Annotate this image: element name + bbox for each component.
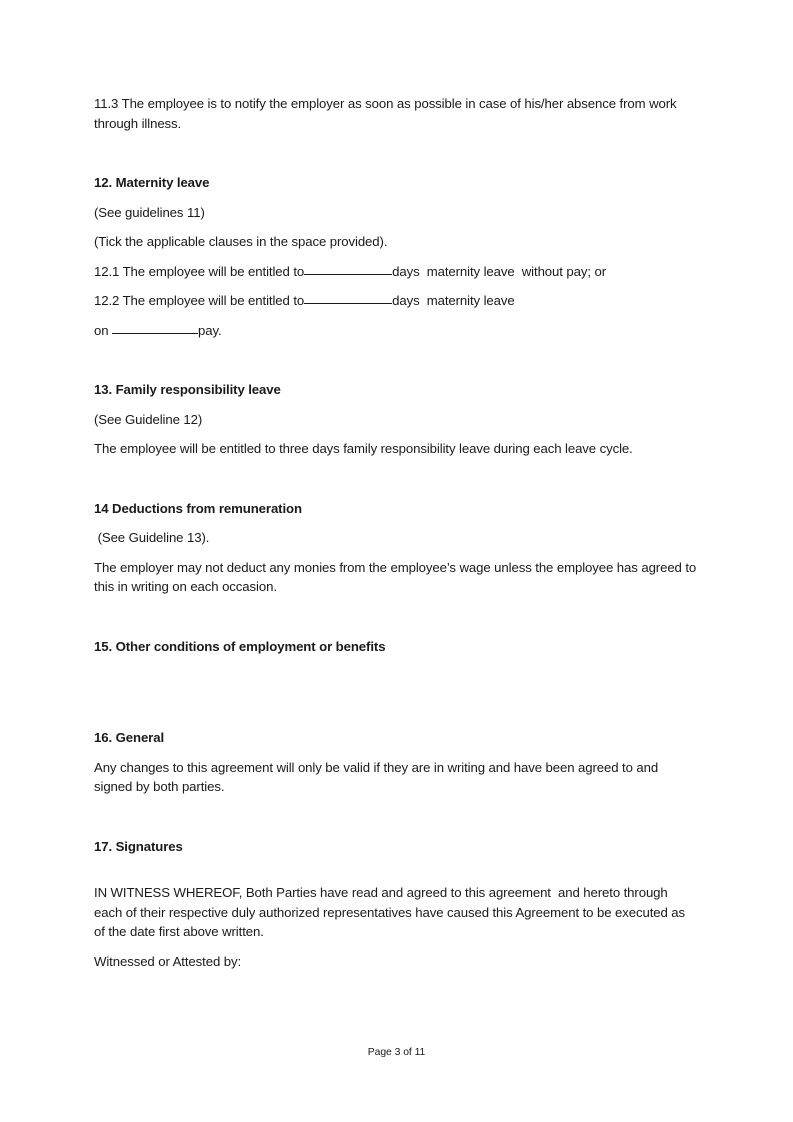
document-body [94,94,698,971]
clause-12-1 [94,262,698,282]
spacer [94,133,698,173]
clause-12-2-pay-line [94,321,698,341]
heading-16-general: 16. General [94,730,165,745]
spacer [94,548,698,558]
spacer [94,252,698,262]
clause-17-body: IN WITNESS WHEREOF, Both Parties have read and agreed to this agreement and hereto through each of their respective duly authorized representatives have caused this Agreement to be executed as of the date first above written. [94,885,689,939]
spacer [94,429,698,439]
maternity-days-blank-1[interactable] [304,262,392,275]
clause-12-2 [94,291,698,311]
witnessed-by-label: Witnessed or Attested by: [94,953,242,969]
spacer [94,311,698,321]
clause-12-1-text-after: days maternity leave without pay; or [392,263,607,279]
clause-14-body: The employer may not deduct any monies from the employee’s wage unless the employee has agreed to this in writing on each occasion. [94,559,700,594]
spacer [94,340,698,380]
page-footer: Page 3 of 11 [367,1047,426,1058]
other-conditions-fill-in-space[interactable] [94,656,698,728]
spacer [94,518,698,528]
clause-16-body: Any changes to this agreement will only be valid if they are in writing and have been agreed to and signed by both parties. [94,759,662,794]
clause-12-1-text-before: 12.1 The employee will be entitled to [94,263,305,279]
spacer [94,797,698,837]
clause-12-2-text-after: days maternity leave [392,293,515,308]
tick-instruction: (Tick the applicable clauses in the space provided). [94,234,388,249]
heading-17-signatures: 17. Signatures [94,838,183,854]
pay-line-text-after: pay. [198,322,222,338]
guideline-reference-14: (See Guideline 13). [94,530,210,545]
spacer [94,748,698,758]
guideline-reference-12: (See guidelines 11) [94,204,205,220]
spacer [94,400,698,410]
spacer [94,281,698,291]
heading-13-family-responsibility-leave: 13. Family responsibility leave [94,382,281,397]
spacer [94,222,698,232]
spacer [94,942,698,952]
guideline-reference-13: (See Guideline 12) [94,411,203,427]
clause-12-2-text-before: 12.2 The employee will be entitled to [94,293,305,308]
spacer [94,459,698,499]
maternity-pay-blank[interactable] [112,321,198,334]
clause-13-body: The employee will be entitled to three days family responsibility leave during each leave cycle. [94,441,633,456]
maternity-days-blank-2[interactable] [304,291,392,304]
heading-14-deductions: 14 Deductions from remuneration [94,500,302,516]
pay-line-text-before: on [94,322,113,338]
spacer [94,597,698,637]
clause-11-3: 11.3 The employee is to notify the employer as soon as possible in case of his/her absence from work through illness. [94,96,681,131]
spacer [94,856,698,883]
heading-12-maternity-leave: 12. Maternity leave [94,175,210,190]
heading-15-other-conditions: 15. Other conditions of employment or benefits [94,638,386,654]
spacer [94,193,698,203]
